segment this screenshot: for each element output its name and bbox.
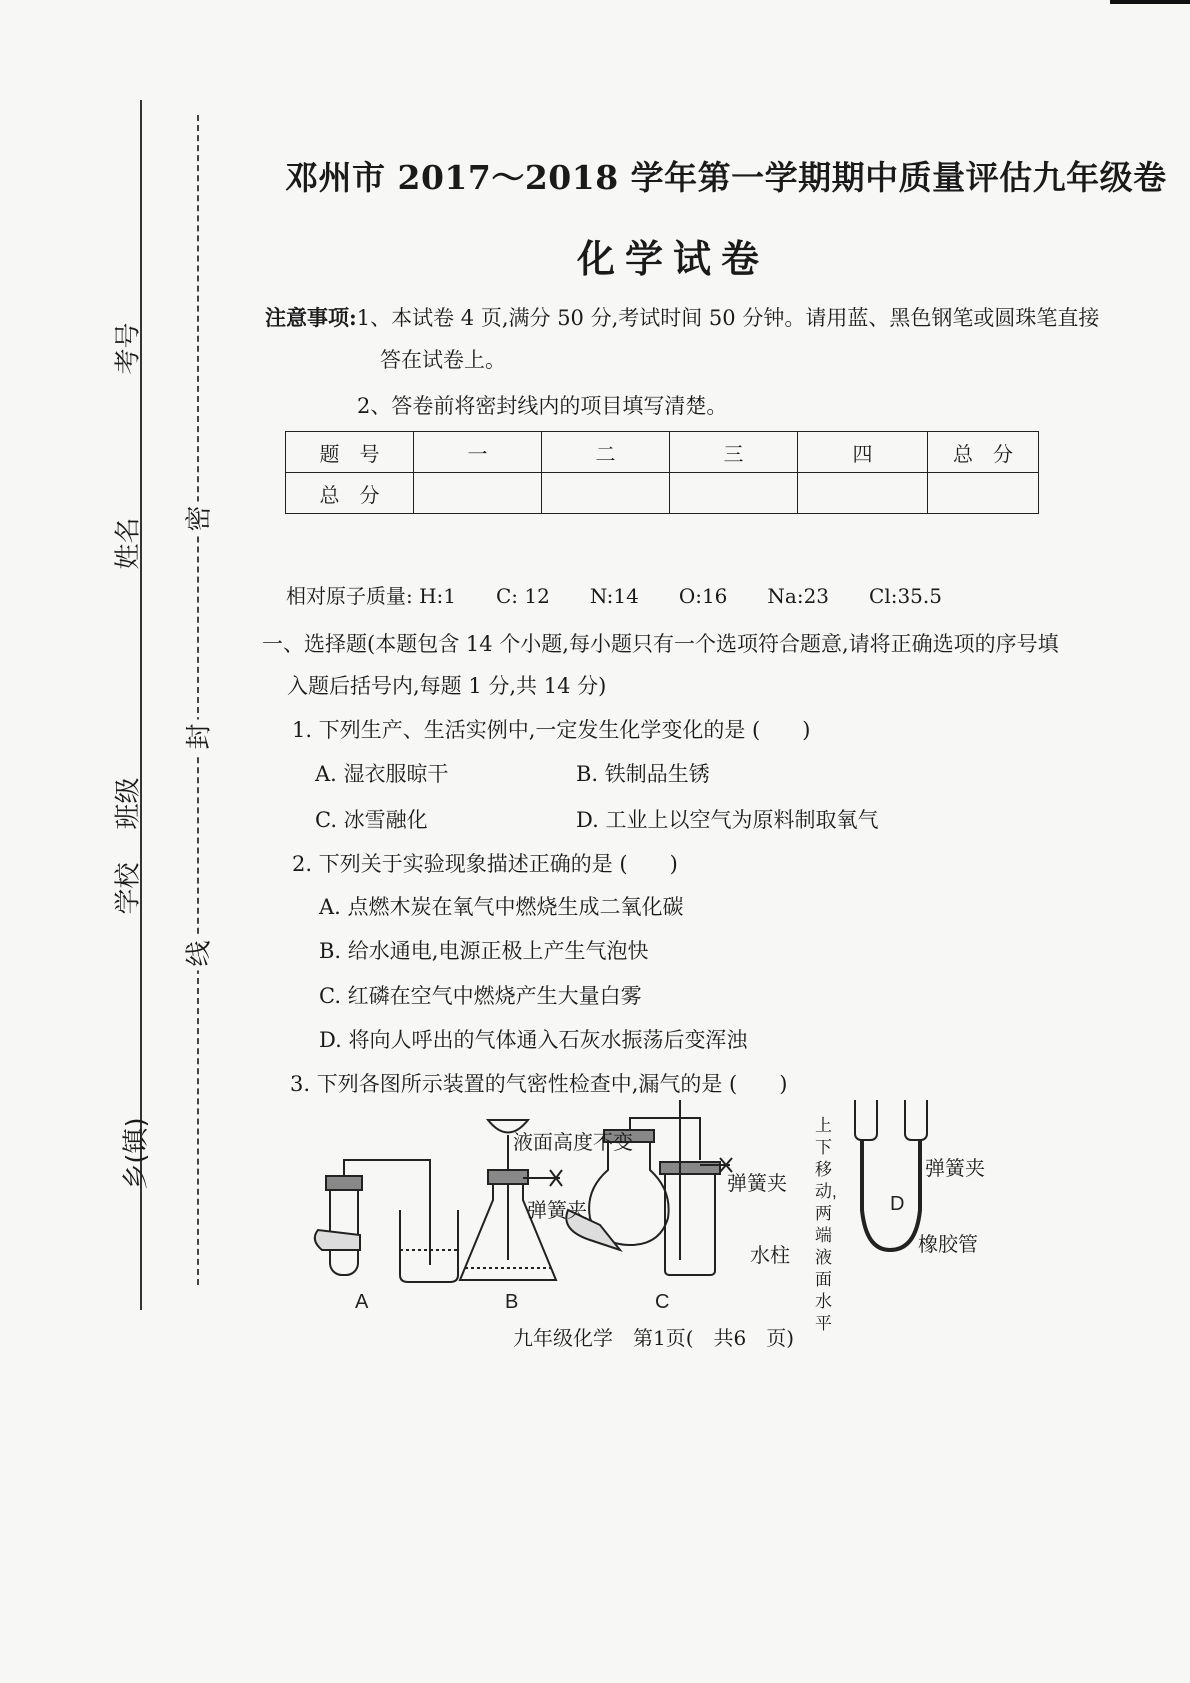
label-move-up-down: 上下移动,两端液面水平 xyxy=(815,1116,837,1333)
question-2-stem: 2. 下列关于实验现象描述正确的是 ( ) xyxy=(292,852,678,876)
section1-heading: 一、选择题(本题包含 14 个小题,每小题只有一个选项符合题意,请将正确选项的序号填 xyxy=(262,632,1059,656)
notice-line1 xyxy=(265,302,1099,332)
label-clamp-c: 弹簧夹 xyxy=(727,1173,787,1195)
binding-strip xyxy=(0,0,220,1400)
name-label: 姓名 xyxy=(113,517,144,570)
score-header-cell: 三 xyxy=(670,432,798,473)
score-header-cell: 二 xyxy=(542,432,670,473)
q1-option-b: B. 铁制品生锈 xyxy=(576,762,710,786)
score-table xyxy=(285,431,1039,514)
class-label: 班级 xyxy=(113,777,144,830)
q2-option-c: C. 红磷在空气中燃烧产生大量白雾 xyxy=(319,984,642,1008)
q2-option-d: D. 将向人呼出的气体通入石灰水振荡后变浑浊 xyxy=(319,1028,748,1052)
score-header-cell: 总 分 xyxy=(928,432,1039,473)
score-header-cell: 题 号 xyxy=(286,432,414,473)
label-water-column: 水柱 xyxy=(750,1245,790,1267)
atomic-masses: 相对原子质量: H:1 C: 12 N:14 O:16 Na:23 Cl:35.5 xyxy=(286,584,942,608)
notice-text1: 1、本试卷 4 页,满分 50 分,考试时间 50 分钟。请用蓝、黑色钢笔或圆珠笔直接 xyxy=(356,306,1100,330)
school-label: 学校 xyxy=(113,862,144,915)
score-cell[interactable] xyxy=(798,473,928,514)
score-header-cell: 四 xyxy=(798,432,928,473)
exam-subtitle: 化学试卷 xyxy=(577,236,770,281)
exam-title: 邓州市 2017～2018 学年第一学期期中质量评估九年级卷 xyxy=(285,158,1167,197)
apparatus-b-letter: B xyxy=(505,1291,519,1310)
q1-option-c: C. 冰雪融化 xyxy=(315,808,428,832)
label-rubber-tube: 橡胶管 xyxy=(918,1234,978,1256)
apparatus-c-letter: C xyxy=(655,1291,670,1310)
notice-label: 注意事项: xyxy=(265,305,357,330)
notice-line1b: 答在试卷上。 xyxy=(380,348,506,372)
score-header-cell: 一 xyxy=(414,432,542,473)
label-level-same: 液面高度不变 xyxy=(513,1132,633,1154)
section1-heading-cont: 入题后括号内,每题 1 分,共 14 分) xyxy=(287,674,607,698)
score-header-row xyxy=(286,432,1039,473)
score-total-row xyxy=(286,473,1039,514)
score-cell[interactable] xyxy=(542,473,670,514)
notice-line2: 2、答卷前将密封线内的项目填写清楚。 xyxy=(357,394,728,418)
q2-option-a: A. 点燃木炭在氧气中燃烧生成二氧化碳 xyxy=(319,895,684,919)
apparatus-d-letter: D xyxy=(890,1193,905,1215)
seal-char-xian: 线 xyxy=(179,937,216,971)
page-footer: 九年级化学 第1页( 共6 页) xyxy=(513,1326,795,1350)
score-cell[interactable] xyxy=(928,473,1039,514)
score-row-label: 总 分 xyxy=(286,473,414,514)
question-1-stem: 1. 下列生产、生活实例中,一定发生化学变化的是 ( ) xyxy=(292,718,811,742)
exam-no-label: 考号 xyxy=(113,322,144,375)
question-3-stem: 3. 下列各图所示装置的气密性检查中,漏气的是 ( ) xyxy=(290,1072,788,1096)
score-cell[interactable] xyxy=(414,473,542,514)
score-cell[interactable] xyxy=(670,473,798,514)
label-clamp-b: 弹簧夹 xyxy=(527,1200,587,1222)
q1-option-a: A. 湿衣服晾干 xyxy=(315,762,449,786)
binding-dashed-line xyxy=(197,115,199,1285)
q2-option-b: B. 给水通电,电源正极上产生气泡快 xyxy=(319,939,649,963)
seal-char-mi: 密 xyxy=(179,502,216,536)
airtightness-diagram xyxy=(300,1100,1020,1310)
apparatus-a xyxy=(315,1160,458,1310)
seal-char-feng: 封 xyxy=(179,720,216,754)
corner-mark xyxy=(1110,0,1190,4)
town-label: 乡(镇) xyxy=(121,1117,152,1190)
q1-option-d: D. 工业上以空气为原料制取氧气 xyxy=(576,808,879,832)
label-clamp-d: 弹簧夹 xyxy=(925,1158,985,1180)
apparatus-a-letter: A xyxy=(355,1291,369,1310)
